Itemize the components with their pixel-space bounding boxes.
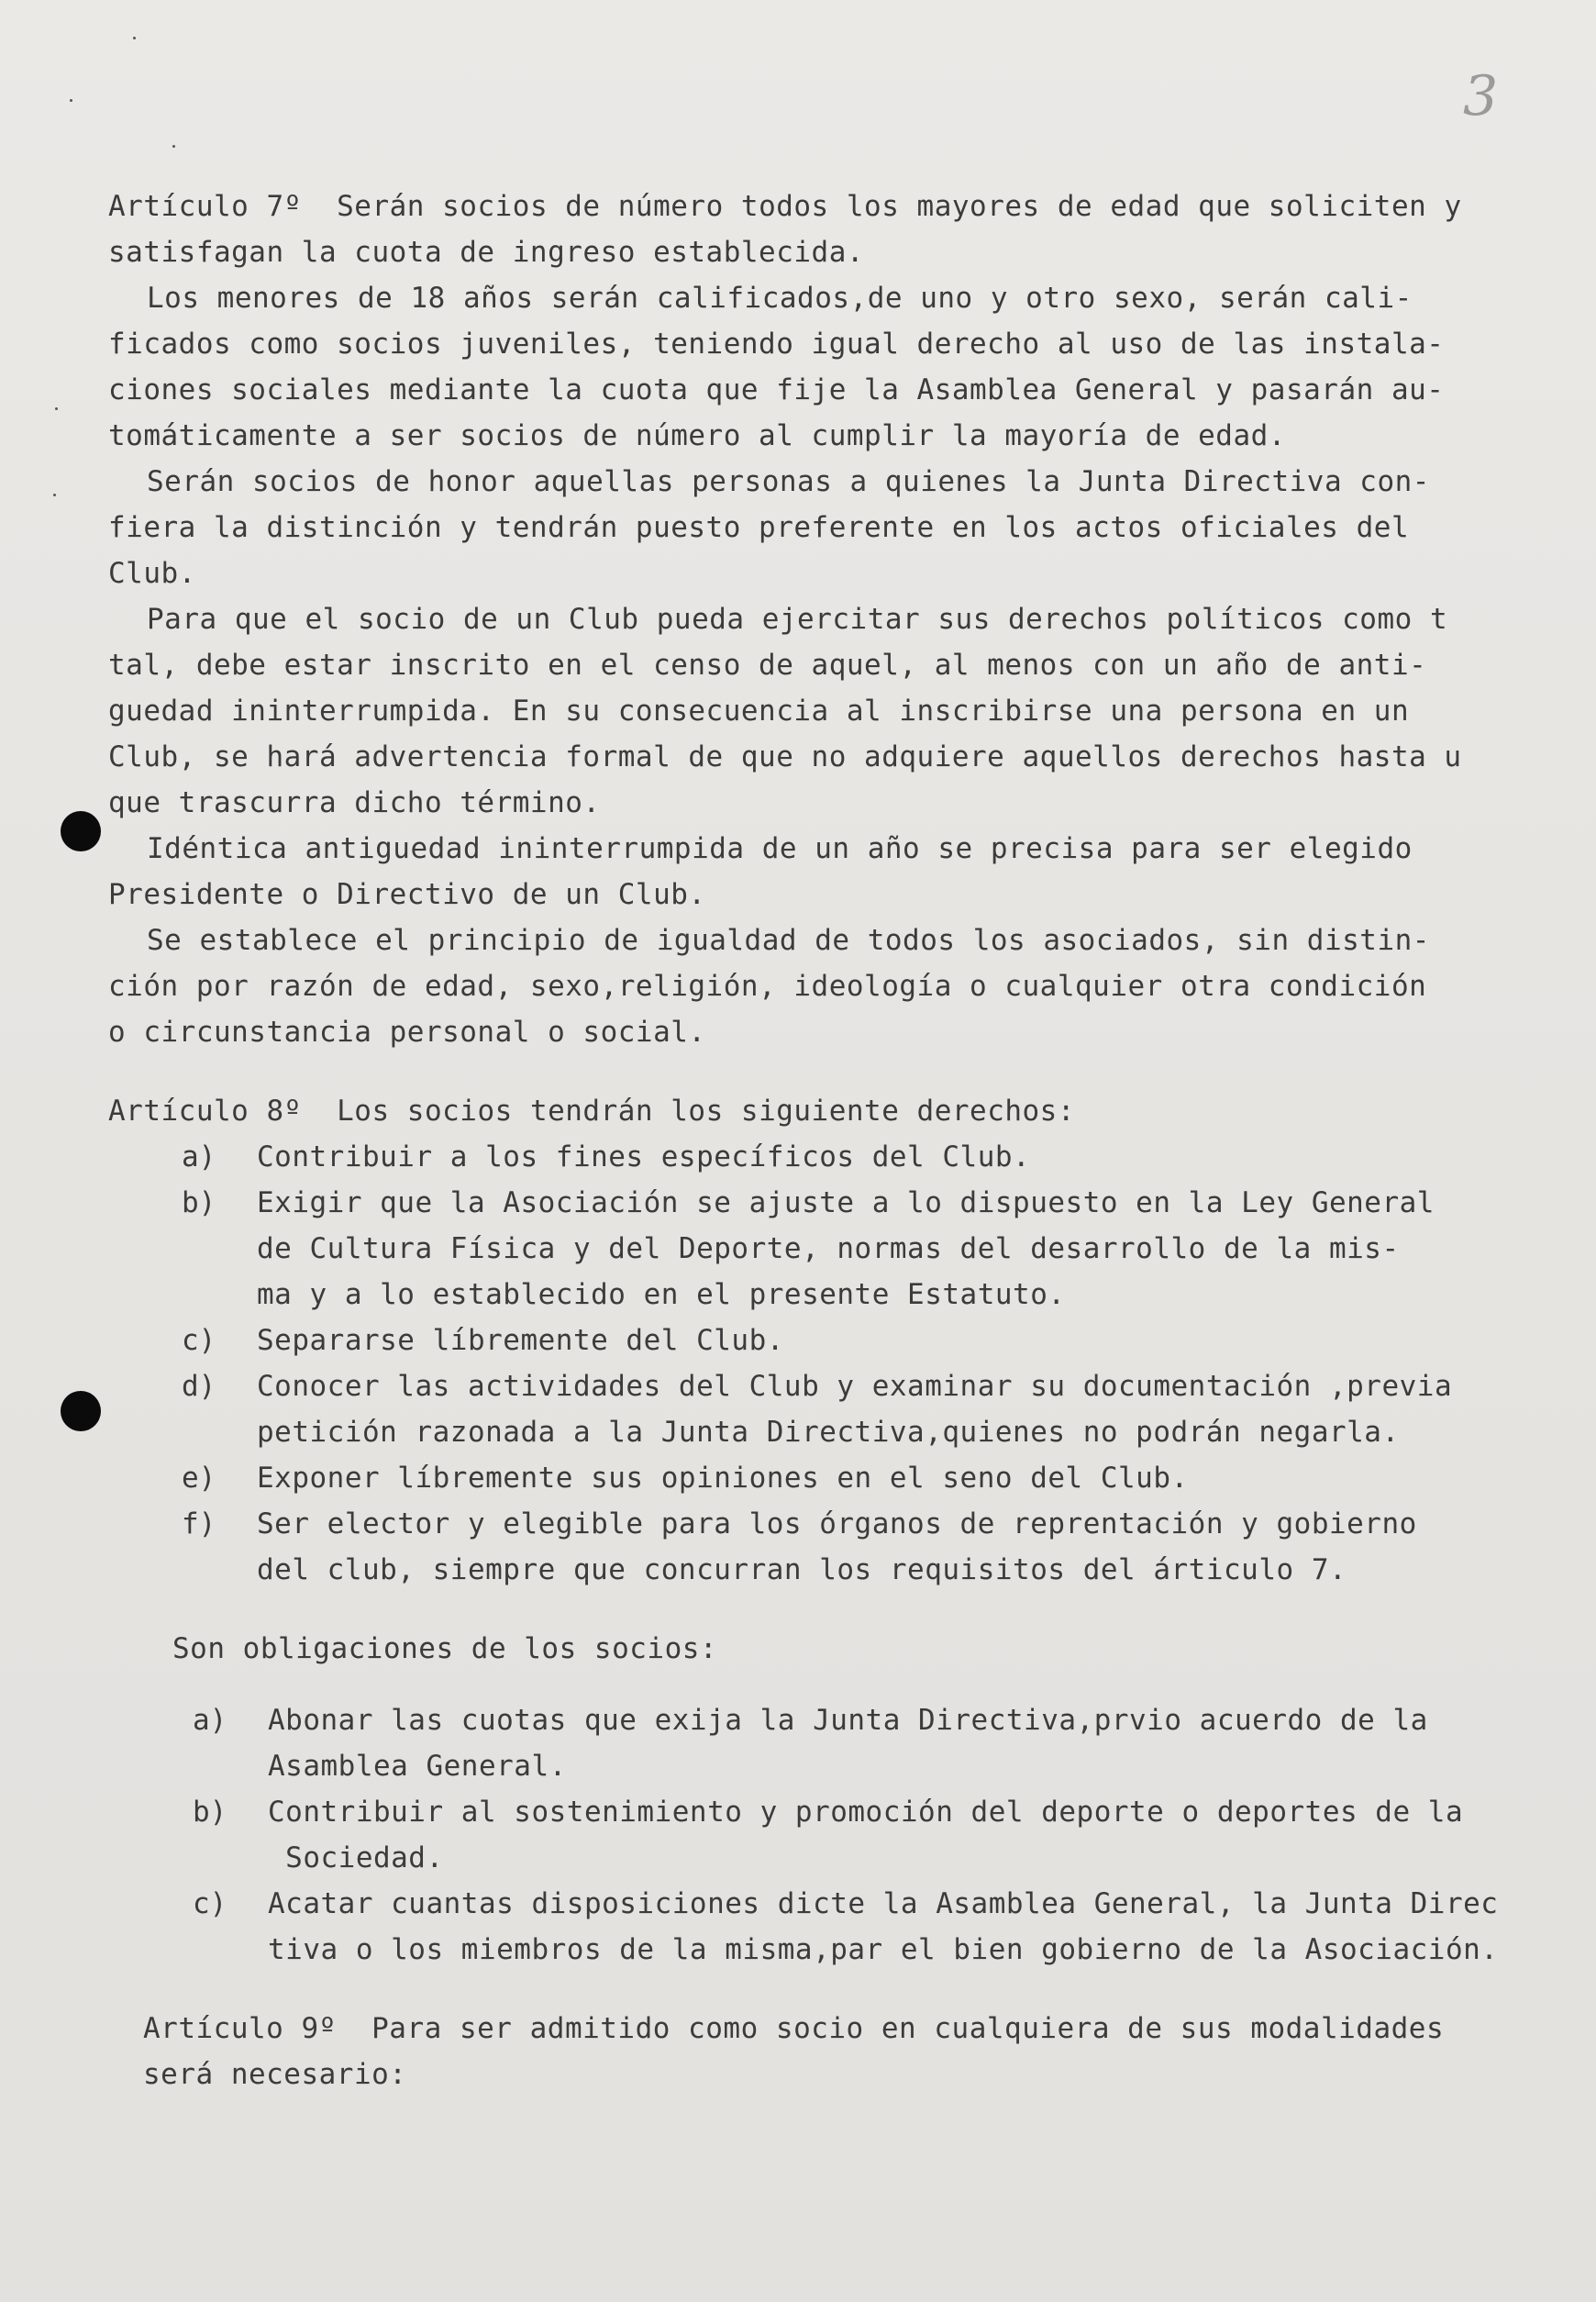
right-item-e: e) Exponer líbremente sus opiniones en el seno del Club.	[182, 1462, 1189, 1495]
article-9	[108, 2006, 1557, 2097]
ink-speck	[133, 37, 136, 39]
paragraph-line: Para que el socio de un Club pueda ejercitar sus derechos políticos como t	[147, 603, 1448, 636]
article-8-heading: Artículo 8º	[108, 1095, 302, 1128]
punch-hole-mark	[61, 811, 101, 851]
paragraph-line: Los menores de 18 años serán calificados,de uno y otro sexo, serán cali-	[147, 282, 1413, 315]
article-9-line: Artículo 9º Para ser admitido como socio en cualquiera de sus modalidades	[143, 2012, 1445, 2045]
paragraph-line: ciones sociales mediante la cuota que fije la Asamblea General y pasarán au-	[108, 373, 1445, 406]
article-8-line: Artículo 8º Los socios tendrán los siguiente derechos:	[108, 1095, 1076, 1128]
obligation-item-a: a) Abonar las cuotas que exija la Junta Directiva,prvio acuerdo de la Asamblea General.	[193, 1704, 1428, 1783]
right-item-f: f) Ser elector y elegible para los órganos de reprentación y gobierno del club, siempre que concurran los requisitos del árticulo 7.	[182, 1507, 1417, 1586]
ink-speck	[70, 99, 72, 102]
right-item-d: d) Conocer las actividades del Club y examinar su documentación ,previa petición razonada a la Junta Directiva,quienes no podrán negarla.	[182, 1370, 1453, 1449]
paragraph-line: Presidente o Directivo de un Club.	[108, 878, 706, 911]
article-9-line: será necesario:	[143, 2058, 407, 2091]
page-number: 3	[1463, 64, 1499, 128]
paragraph-line: Serán socios de honor aquellas personas a quienes la Junta Directiva con-	[147, 465, 1430, 498]
paragraph-line: ción por razón de edad, sexo,religión, ideología o cualquier otra condición	[108, 970, 1427, 1003]
obligation-item-b: b) Contribuir al sostenimiento y promoción del deporte o deportes de la Sociedad.	[193, 1796, 1464, 1874]
paragraph-line: Se establece el principio de igualdad de todos los asociados, sin distin-	[147, 924, 1430, 957]
paragraph-line: o circunstancia personal o social.	[108, 1016, 706, 1049]
paragraph-line: ficados como socios juveniles, teniendo igual derecho al uso de las instala-	[108, 328, 1445, 361]
article-7-line: satisfagan la cuota de ingreso establecida.	[108, 236, 865, 269]
right-item-c: c) Separarse líbremente del Club.	[182, 1324, 784, 1357]
paragraph-line: tomáticamente a ser socios de número al cumplir la mayoría de edad.	[108, 419, 1286, 452]
article-7	[108, 183, 1557, 1055]
right-item-a: a) Contribuir a los fines específicos del Club.	[182, 1140, 1031, 1173]
paragraph-line: fiera la distinción y tendrán puesto preferente en los actos oficiales del	[108, 511, 1410, 544]
ink-speck	[55, 407, 58, 410]
ink-speck	[53, 494, 56, 496]
paragraph-line: tal, debe estar inscrito en el censo de aquel, al menos con un año de anti-	[108, 649, 1427, 682]
document-body	[108, 183, 1557, 2097]
article-7-line: Artículo 7º Serán socios de número todos los mayores de edad que soliciten y	[108, 190, 1462, 223]
paragraph-line: Club, se hará advertencia formal de que no adquiere aquellos derechos hasta u	[108, 740, 1462, 773]
punch-hole-mark	[61, 1391, 101, 1431]
paragraph-line: Idéntica antiguedad ininterrumpida de un año se precisa para ser elegido	[147, 832, 1413, 865]
right-item-b: b) Exigir que la Asociación se ajuste a lo dispuesto en la Ley General de Cultura Física y del Deporte, normas del desarrollo de la mis- ma y a lo establecido en el presente Estatuto.	[182, 1186, 1435, 1311]
article-7-heading: Artículo 7º	[108, 190, 302, 223]
obligations-heading: Son obligaciones de los socios:	[172, 1632, 718, 1665]
ink-speck	[172, 145, 175, 148]
article-9-heading: Artículo 9º	[143, 2012, 337, 2045]
paragraph-line: Club.	[108, 557, 196, 590]
paragraph-line: que trascurra dicho término.	[108, 786, 601, 819]
article-8	[108, 1088, 1557, 1973]
obligation-item-c: c) Acatar cuantas disposiciones dicte la Asamblea General, la Junta Direc tiva o los miembros de la misma,par el bien gobierno de la Asociación.	[193, 1887, 1499, 1966]
paragraph-line: guedad ininterrumpida. En su consecuencia al inscribirse una persona en un	[108, 695, 1410, 728]
